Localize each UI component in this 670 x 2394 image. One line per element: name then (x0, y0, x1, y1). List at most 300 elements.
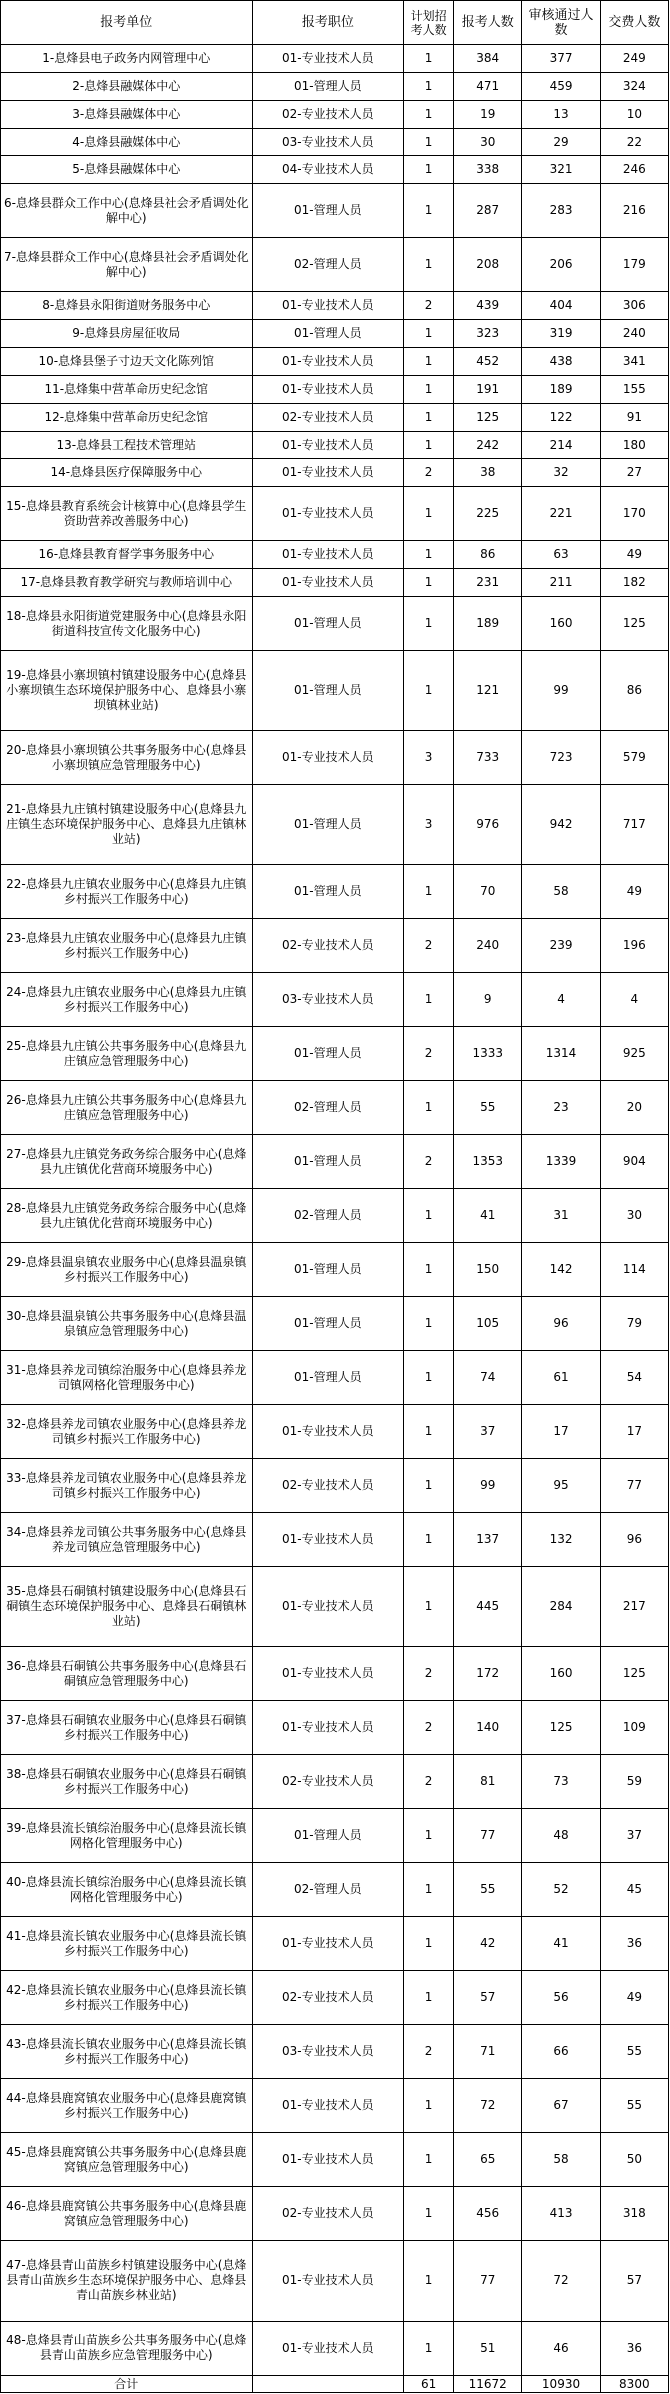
planned-cell: 1 (404, 541, 454, 569)
planned-cell: 1 (404, 1809, 454, 1863)
unit-cell: 38-息烽县石硐镇农业服务中心(息烽县石硐镇乡村振兴工作服务中心) (1, 1755, 253, 1809)
approved-cell: 29 (522, 128, 600, 156)
unit-cell: 13-息烽县工程技术管理站 (1, 431, 253, 459)
table-row (1, 320, 669, 348)
approved-cell: 221 (522, 487, 600, 541)
table-row (1, 1971, 669, 2025)
unit-cell: 39-息烽县流长镇综治服务中心(息烽县流长镇网格化管理服务中心) (1, 1809, 253, 1863)
approved-cell: 377 (522, 45, 600, 73)
planned-cell: 2 (404, 459, 454, 487)
applicants-cell: 240 (454, 919, 522, 973)
table-row (1, 2025, 669, 2079)
paid-cell: 36 (600, 1917, 668, 1971)
applicants-cell: 189 (454, 597, 522, 651)
approved-cell: 239 (522, 919, 600, 973)
applicants-cell: 140 (454, 1701, 522, 1755)
applicants-cell: 105 (454, 1297, 522, 1351)
approved-cell: 404 (522, 292, 600, 320)
position-cell: 03-专业技术人员 (252, 128, 404, 156)
paid-cell: 49 (600, 1971, 668, 2025)
unit-cell: 18-息烽县永阳街道党建服务中心(息烽县永阳街道科技宣传文化服务中心) (1, 597, 253, 651)
paid-cell: 49 (600, 541, 668, 569)
unit-cell: 2-息烽县融媒体中心 (1, 72, 253, 100)
approved-cell: 41 (522, 1917, 600, 1971)
position-cell: 01-管理人员 (252, 1809, 404, 1863)
planned-cell: 1 (404, 2241, 454, 2321)
position-cell: 01-管理人员 (252, 1297, 404, 1351)
table-row (1, 1351, 669, 1405)
planned-cell: 1 (404, 156, 454, 184)
table-row (1, 2133, 669, 2187)
table-row (1, 785, 669, 865)
position-cell: 01-专业技术人员 (252, 292, 404, 320)
paid-cell: 179 (600, 238, 668, 292)
planned-cell: 1 (404, 1243, 454, 1297)
unit-cell: 45-息烽县鹿窝镇公共事务服务中心(息烽县鹿窝镇应急管理服务中心) (1, 2133, 253, 2187)
table-row (1, 1513, 669, 1567)
position-cell: 01-管理人员 (252, 184, 404, 238)
approved-cell: 63 (522, 541, 600, 569)
paid-cell: 125 (600, 597, 668, 651)
approved-cell: 723 (522, 731, 600, 785)
planned-cell: 1 (404, 375, 454, 403)
unit-cell: 22-息烽县九庄镇农业服务中心(息烽县九庄镇乡村振兴工作服务中心) (1, 865, 253, 919)
planned-cell: 1 (404, 2321, 454, 2375)
paid-cell: 125 (600, 1647, 668, 1701)
applicants-cell: 70 (454, 865, 522, 919)
unit-cell: 32-息烽县养龙司镇农业服务中心(息烽县养龙司镇乡村振兴工作服务中心) (1, 1405, 253, 1459)
position-cell: 02-管理人员 (252, 1189, 404, 1243)
position-cell: 01-专业技术人员 (252, 1567, 404, 1647)
header-paid: 交费人数 (600, 1, 668, 45)
position-cell: 01-专业技术人员 (252, 541, 404, 569)
paid-cell: 54 (600, 1351, 668, 1405)
planned-cell: 1 (404, 487, 454, 541)
position-cell: 01-专业技术人员 (252, 1405, 404, 1459)
approved-cell: 67 (522, 2079, 600, 2133)
approved-cell: 142 (522, 1243, 600, 1297)
unit-cell: 43-息烽县流长镇农业服务中心(息烽县流长镇乡村振兴工作服务中心) (1, 2025, 253, 2079)
applicants-cell: 338 (454, 156, 522, 184)
unit-cell: 9-息烽县房屋征收局 (1, 320, 253, 348)
planned-cell: 1 (404, 403, 454, 431)
applicants-cell: 65 (454, 2133, 522, 2187)
planned-cell: 1 (404, 128, 454, 156)
applicants-cell: 77 (454, 1809, 522, 1863)
unit-cell: 20-息烽县小寨坝镇公共事务服务中心(息烽县小寨坝镇应急管理服务中心) (1, 731, 253, 785)
paid-cell: 114 (600, 1243, 668, 1297)
table-row (1, 1027, 669, 1081)
table-row (1, 1567, 669, 1647)
table-row (1, 1135, 669, 1189)
approved-cell: 459 (522, 72, 600, 100)
table-row (1, 292, 669, 320)
paid-cell: 341 (600, 348, 668, 376)
unit-cell: 40-息烽县流长镇综治服务中心(息烽县流长镇网格化管理服务中心) (1, 1863, 253, 1917)
planned-cell: 1 (404, 1351, 454, 1405)
paid-cell: 180 (600, 431, 668, 459)
planned-cell: 2 (404, 1135, 454, 1189)
paid-cell: 216 (600, 184, 668, 238)
unit-cell: 4-息烽县融媒体中心 (1, 128, 253, 156)
planned-cell: 1 (404, 651, 454, 731)
position-cell: 01-专业技术人员 (252, 731, 404, 785)
header-approved: 审核通过人数 (522, 1, 600, 45)
table-row (1, 487, 669, 541)
applicants-cell: 41 (454, 1189, 522, 1243)
position-cell: 01-专业技术人员 (252, 431, 404, 459)
planned-cell: 1 (404, 320, 454, 348)
applicants-cell: 439 (454, 292, 522, 320)
applicants-cell: 30 (454, 128, 522, 156)
unit-cell: 5-息烽县融媒体中心 (1, 156, 253, 184)
total-label: 合计 (1, 2376, 253, 2393)
position-cell: 01-专业技术人员 (252, 2241, 404, 2321)
unit-cell: 37-息烽县石硐镇农业服务中心(息烽县石硐镇乡村振兴工作服务中心) (1, 1701, 253, 1755)
table-row (1, 1081, 669, 1135)
applicants-cell: 733 (454, 731, 522, 785)
paid-cell: 4 (600, 973, 668, 1027)
applicants-cell: 42 (454, 1917, 522, 1971)
unit-cell: 33-息烽县养龙司镇农业服务中心(息烽县养龙司镇乡村振兴工作服务中心) (1, 1459, 253, 1513)
paid-cell: 196 (600, 919, 668, 973)
applicants-cell: 121 (454, 651, 522, 731)
table-row (1, 431, 669, 459)
approved-cell: 72 (522, 2241, 600, 2321)
unit-cell: 16-息烽县教育督学事务服务中心 (1, 541, 253, 569)
applicants-cell: 191 (454, 375, 522, 403)
applicants-cell: 384 (454, 45, 522, 73)
position-cell: 01-专业技术人员 (252, 569, 404, 597)
position-cell: 01-管理人员 (252, 865, 404, 919)
applicants-cell: 37 (454, 1405, 522, 1459)
table-row (1, 45, 669, 73)
position-cell: 01-管理人员 (252, 651, 404, 731)
paid-cell: 109 (600, 1701, 668, 1755)
planned-cell: 1 (404, 2133, 454, 2187)
planned-cell: 2 (404, 1755, 454, 1809)
approved-cell: 125 (522, 1701, 600, 1755)
position-cell: 03-专业技术人员 (252, 973, 404, 1027)
planned-cell: 2 (404, 919, 454, 973)
applicants-cell: 77 (454, 2241, 522, 2321)
approved-cell: 96 (522, 1297, 600, 1351)
paid-cell: 155 (600, 375, 668, 403)
unit-cell: 28-息烽县九庄镇党务政务综合服务中心(息烽县九庄镇优化营商环境服务中心) (1, 1189, 253, 1243)
approved-cell: 95 (522, 1459, 600, 1513)
position-cell: 01-专业技术人员 (252, 1647, 404, 1701)
unit-cell: 31-息烽县养龙司镇综治服务中心(息烽县养龙司镇网格化管理服务中心) (1, 1351, 253, 1405)
planned-cell: 3 (404, 731, 454, 785)
table-row (1, 569, 669, 597)
position-cell: 01-管理人员 (252, 1243, 404, 1297)
applicants-cell: 99 (454, 1459, 522, 1513)
paid-cell: 86 (600, 651, 668, 731)
table-row (1, 2321, 669, 2375)
applicants-cell: 208 (454, 238, 522, 292)
approved-cell: 56 (522, 1971, 600, 2025)
approved-cell: 73 (522, 1755, 600, 1809)
planned-cell: 1 (404, 569, 454, 597)
applicants-cell: 242 (454, 431, 522, 459)
approved-cell: 48 (522, 1809, 600, 1863)
header-unit: 报考单位 (1, 1, 253, 45)
paid-cell: 49 (600, 865, 668, 919)
approved-cell: 214 (522, 431, 600, 459)
unit-cell: 19-息烽县小寨坝镇村镇建设服务中心(息烽县小寨坝镇生态环境保护服务中心、息烽县小寨坝镇林业站) (1, 651, 253, 731)
position-cell: 01-管理人员 (252, 597, 404, 651)
applicants-cell: 38 (454, 459, 522, 487)
paid-cell: 22 (600, 128, 668, 156)
table-row (1, 597, 669, 651)
unit-cell: 48-息烽县青山苗族乡公共事务服务中心(息烽县青山苗族乡应急管理服务中心) (1, 2321, 253, 2375)
position-cell: 01-专业技术人员 (252, 45, 404, 73)
table-row (1, 1459, 669, 1513)
table-row (1, 1405, 669, 1459)
table-row (1, 1809, 669, 1863)
position-cell: 01-管理人员 (252, 785, 404, 865)
paid-cell: 55 (600, 2079, 668, 2133)
table-row (1, 348, 669, 376)
approved-cell: 284 (522, 1567, 600, 1647)
planned-cell: 1 (404, 1081, 454, 1135)
approved-cell: 17 (522, 1405, 600, 1459)
planned-cell: 1 (404, 1459, 454, 1513)
planned-cell: 1 (404, 184, 454, 238)
position-cell: 01-专业技术人员 (252, 2321, 404, 2375)
approved-cell: 160 (522, 1647, 600, 1701)
position-cell: 02-专业技术人员 (252, 2187, 404, 2241)
table-row (1, 1917, 669, 1971)
approved-cell: 52 (522, 1863, 600, 1917)
unit-cell: 7-息烽县群众工作中心(息烽县社会矛盾调处化解中心) (1, 238, 253, 292)
paid-cell: 79 (600, 1297, 668, 1351)
planned-cell: 1 (404, 1513, 454, 1567)
unit-cell: 14-息烽县医疗保障服务中心 (1, 459, 253, 487)
position-cell: 01-专业技术人员 (252, 1701, 404, 1755)
paid-cell: 579 (600, 731, 668, 785)
position-cell: 01-专业技术人员 (252, 2133, 404, 2187)
paid-cell: 306 (600, 292, 668, 320)
position-cell: 01-专业技术人员 (252, 1513, 404, 1567)
planned-cell: 1 (404, 100, 454, 128)
position-cell: 02-专业技术人员 (252, 1755, 404, 1809)
table-row (1, 1189, 669, 1243)
unit-cell: 26-息烽县九庄镇公共事务服务中心(息烽县九庄镇应急管理服务中心) (1, 1081, 253, 1135)
applicants-cell: 323 (454, 320, 522, 348)
applicants-cell: 81 (454, 1755, 522, 1809)
approved-cell: 4 (522, 973, 600, 1027)
approved-cell: 132 (522, 1513, 600, 1567)
unit-cell: 24-息烽县九庄镇农业服务中心(息烽县九庄镇乡村振兴工作服务中心) (1, 973, 253, 1027)
applicants-cell: 456 (454, 2187, 522, 2241)
paid-cell: 45 (600, 1863, 668, 1917)
table-row (1, 403, 669, 431)
approved-cell: 283 (522, 184, 600, 238)
total-row (1, 2376, 669, 2393)
applicants-cell: 86 (454, 541, 522, 569)
planned-cell: 1 (404, 348, 454, 376)
unit-cell: 11-息烽集中营革命历史纪念馆 (1, 375, 253, 403)
position-cell: 04-专业技术人员 (252, 156, 404, 184)
approved-cell: 58 (522, 2133, 600, 2187)
position-cell: 02-管理人员 (252, 1863, 404, 1917)
table-row (1, 128, 669, 156)
table-row (1, 651, 669, 731)
position-cell: 02-专业技术人员 (252, 1459, 404, 1513)
paid-cell: 318 (600, 2187, 668, 2241)
applicants-cell: 172 (454, 1647, 522, 1701)
position-cell: 01-专业技术人员 (252, 487, 404, 541)
approved-cell: 46 (522, 2321, 600, 2375)
applicants-cell: 57 (454, 1971, 522, 2025)
planned-cell: 1 (404, 1567, 454, 1647)
unit-cell: 3-息烽县融媒体中心 (1, 100, 253, 128)
paid-cell: 904 (600, 1135, 668, 1189)
applicants-cell: 74 (454, 1351, 522, 1405)
approved-cell: 122 (522, 403, 600, 431)
planned-cell: 1 (404, 1405, 454, 1459)
approved-cell: 99 (522, 651, 600, 731)
paid-cell: 925 (600, 1027, 668, 1081)
unit-cell: 41-息烽县流长镇农业服务中心(息烽县流长镇乡村振兴工作服务中心) (1, 1917, 253, 1971)
applicants-cell: 9 (454, 973, 522, 1027)
unit-cell: 23-息烽县九庄镇农业服务中心(息烽县九庄镇乡村振兴工作服务中心) (1, 919, 253, 973)
unit-cell: 36-息烽县石硐镇公共事务服务中心(息烽县石硐镇应急管理服务中心) (1, 1647, 253, 1701)
total-approved: 10930 (522, 2376, 600, 2393)
planned-cell: 1 (404, 431, 454, 459)
position-cell: 01-管理人员 (252, 1351, 404, 1405)
position-cell: 02-管理人员 (252, 238, 404, 292)
applicants-cell: 19 (454, 100, 522, 128)
approved-cell: 1314 (522, 1027, 600, 1081)
applicants-cell: 55 (454, 1081, 522, 1135)
unit-cell: 44-息烽县鹿窝镇农业服务中心(息烽县鹿窝镇乡村振兴工作服务中心) (1, 2079, 253, 2133)
planned-cell: 1 (404, 1863, 454, 1917)
unit-cell: 10-息烽县堡子寸边天文化陈列馆 (1, 348, 253, 376)
table-row (1, 1863, 669, 1917)
table-row (1, 100, 669, 128)
position-cell: 01-专业技术人员 (252, 348, 404, 376)
approved-cell: 942 (522, 785, 600, 865)
planned-cell: 1 (404, 597, 454, 651)
approved-cell: 13 (522, 100, 600, 128)
unit-cell: 27-息烽县九庄镇党务政务综合服务中心(息烽县九庄镇优化营商环境服务中心) (1, 1135, 253, 1189)
applicants-cell: 72 (454, 2079, 522, 2133)
unit-cell: 15-息烽县教育系统会计核算中心(息烽县学生资助营养改善服务中心) (1, 487, 253, 541)
approved-cell: 413 (522, 2187, 600, 2241)
planned-cell: 1 (404, 2079, 454, 2133)
paid-cell: 324 (600, 72, 668, 100)
position-cell: 01-管理人员 (252, 1135, 404, 1189)
applicants-cell: 452 (454, 348, 522, 376)
planned-cell: 1 (404, 1917, 454, 1971)
position-cell: 01-专业技术人员 (252, 375, 404, 403)
applicants-cell: 287 (454, 184, 522, 238)
paid-cell: 91 (600, 403, 668, 431)
applicants-cell: 51 (454, 2321, 522, 2375)
position-cell: 02-管理人员 (252, 1081, 404, 1135)
paid-cell: 249 (600, 45, 668, 73)
table-row (1, 1701, 669, 1755)
unit-cell: 42-息烽县流长镇农业服务中心(息烽县流长镇乡村振兴工作服务中心) (1, 1971, 253, 2025)
applicants-cell: 231 (454, 569, 522, 597)
position-cell: 02-专业技术人员 (252, 100, 404, 128)
approved-cell: 438 (522, 348, 600, 376)
position-cell: 01-管理人员 (252, 1027, 404, 1081)
paid-cell: 96 (600, 1513, 668, 1567)
approved-cell: 206 (522, 238, 600, 292)
paid-cell: 17 (600, 1405, 668, 1459)
table-row (1, 731, 669, 785)
unit-cell: 25-息烽县九庄镇公共事务服务中心(息烽县九庄镇应急管理服务中心) (1, 1027, 253, 1081)
planned-cell: 2 (404, 292, 454, 320)
approved-cell: 23 (522, 1081, 600, 1135)
paid-cell: 30 (600, 1189, 668, 1243)
applicants-cell: 150 (454, 1243, 522, 1297)
planned-cell: 1 (404, 238, 454, 292)
table-row (1, 459, 669, 487)
position-cell: 02-专业技术人员 (252, 403, 404, 431)
paid-cell: 50 (600, 2133, 668, 2187)
approved-cell: 189 (522, 375, 600, 403)
header-position: 报考职位 (252, 1, 404, 45)
approved-cell: 32 (522, 459, 600, 487)
planned-cell: 3 (404, 785, 454, 865)
planned-cell: 1 (404, 45, 454, 73)
table-row (1, 1647, 669, 1701)
paid-cell: 37 (600, 1809, 668, 1863)
paid-cell: 20 (600, 1081, 668, 1135)
unit-cell: 17-息烽县教育教学研究与教师培训中心 (1, 569, 253, 597)
unit-cell: 8-息烽县永阳街道财务服务中心 (1, 292, 253, 320)
position-cell: 01-管理人员 (252, 72, 404, 100)
applicants-cell: 976 (454, 785, 522, 865)
approved-cell: 211 (522, 569, 600, 597)
table-row (1, 865, 669, 919)
planned-cell: 1 (404, 1971, 454, 2025)
position-cell: 01-专业技术人员 (252, 459, 404, 487)
paid-cell: 170 (600, 487, 668, 541)
paid-cell: 36 (600, 2321, 668, 2375)
approved-cell: 31 (522, 1189, 600, 1243)
table-row (1, 184, 669, 238)
table-row (1, 375, 669, 403)
applicants-cell: 137 (454, 1513, 522, 1567)
planned-cell: 2 (404, 1647, 454, 1701)
table-row (1, 2241, 669, 2321)
approved-cell: 58 (522, 865, 600, 919)
table-row (1, 919, 669, 973)
position-cell: 01-专业技术人员 (252, 1917, 404, 1971)
paid-cell: 246 (600, 156, 668, 184)
approved-cell: 66 (522, 2025, 600, 2079)
position-cell: 01-专业技术人员 (252, 2079, 404, 2133)
total-paid: 8300 (600, 2376, 668, 2393)
applicants-cell: 225 (454, 487, 522, 541)
applicants-cell: 125 (454, 403, 522, 431)
table-row (1, 1243, 669, 1297)
paid-cell: 217 (600, 1567, 668, 1647)
paid-cell: 59 (600, 1755, 668, 1809)
approved-cell: 319 (522, 320, 600, 348)
position-cell: 02-专业技术人员 (252, 1971, 404, 2025)
total-planned: 61 (404, 2376, 454, 2393)
table-row (1, 2079, 669, 2133)
table-row (1, 973, 669, 1027)
position-cell: 02-专业技术人员 (252, 919, 404, 973)
unit-cell: 46-息烽县鹿窝镇公共事务服务中心(息烽县鹿窝镇应急管理服务中心) (1, 2187, 253, 2241)
